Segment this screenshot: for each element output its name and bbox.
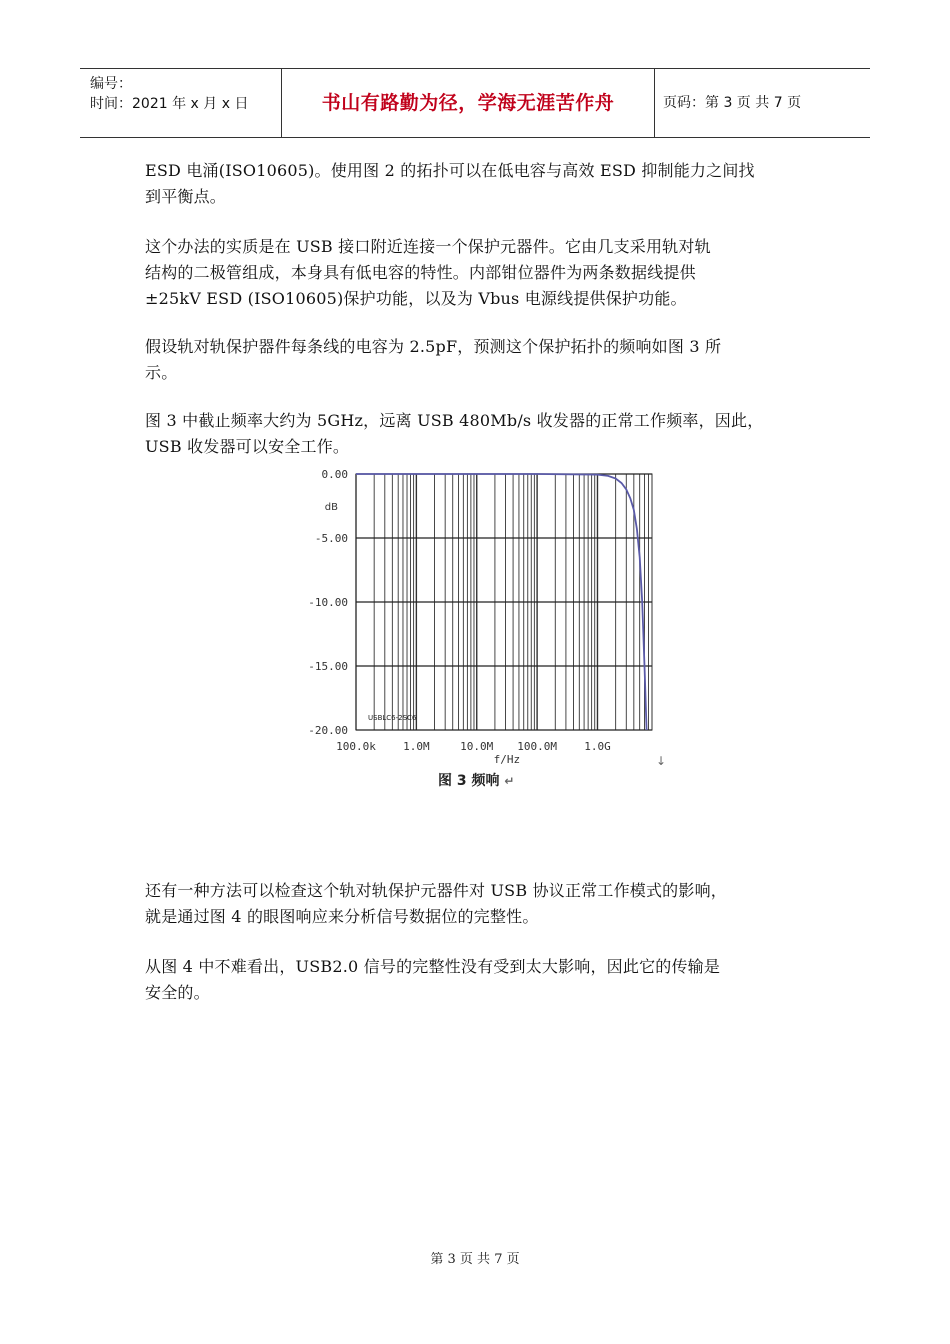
header-page-code: 页码：第 3 页 共 7 页 [663, 95, 802, 111]
paragraph-6 [145, 954, 815, 1006]
paragraph-line: 安全的。 [145, 983, 210, 1002]
paragraph-line: ±25kV ESD (ISO10605)保护功能，以及为 Vbus 电源线提供保护功能。 [145, 289, 687, 308]
figure-caption [438, 770, 514, 790]
header-number-label: 编号： [90, 76, 132, 92]
y-tick-label: 0.00 [321, 468, 348, 481]
figure-3-frequency-response [290, 468, 670, 798]
y-tick-label: -15.00 [308, 660, 348, 673]
y-axis-label: dB [324, 502, 338, 513]
paragraph-line: 图 3 中截止频率大约为 5GHz，远离 USB 480Mb/s 收发器的正常工作频率，因此， [145, 411, 764, 430]
arrow-mark: ↓ [656, 754, 667, 768]
paragraph-line: 结构的二极管组成，本身具有低电容的特性。内部钳位器件为两条数据线提供 [145, 263, 696, 282]
header-date: 时间：2021 年 x 月 x 日 [90, 96, 249, 112]
figure-caption-text: 图 3 频响 [438, 773, 500, 789]
paragraph-line: 假设轨对轨保护器件每条线的电容为 2.5pF，预测这个保护拓扑的频响如图 3 所 [145, 337, 722, 356]
header-info-cell [80, 69, 282, 137]
x-tick-label: 100.0k [336, 740, 376, 753]
paragraph-3 [145, 334, 815, 386]
paragraph-4 [145, 408, 815, 460]
y-tick-label: -20.00 [308, 724, 348, 737]
y-tick-label: -10.00 [308, 596, 348, 609]
x-axis-label: f/Hz [493, 753, 521, 766]
frequency-response-chart [290, 468, 670, 768]
header-motto: 书山有路勤为径，学海无涯苦作舟 [282, 69, 655, 137]
paragraph-line: 示。 [145, 363, 178, 382]
paragraph-line: 从图 4 中不难看出，USB2.0 信号的完整性没有受到太大影响，因此它的传输是 [145, 957, 721, 976]
paragraph-1 [145, 158, 815, 210]
x-tick-label: 1.0G [584, 740, 611, 753]
paragraph-line: USB 收发器可以安全工作。 [145, 437, 350, 456]
paragraph-line: ESD 电涌(ISO10605)。使用图 2 的拓扑可以在低电容与高效 ESD 抑制能力之间找 [145, 161, 755, 180]
x-tick-label: 100.0M [517, 740, 557, 753]
paragraph-5 [145, 878, 815, 930]
x-tick-label: 1.0M [403, 740, 430, 753]
chart-annotation: USBLC6-2SC6 [368, 714, 417, 722]
x-tick-label: 10.0M [460, 740, 494, 753]
paragraph-line: 还有一种方法可以检查这个轨对轨保护元器件对 USB 协议正常工作模式的影响， [145, 881, 727, 900]
y-tick-label: -5.00 [314, 532, 348, 545]
page-footer: 第 3 页 共 7 页 [430, 1252, 520, 1267]
paragraph-line: 到平衡点。 [145, 187, 227, 206]
paragraph-2 [145, 234, 815, 312]
return-mark: ↵ [504, 774, 515, 788]
paragraph-line: 就是通过图 4 的眼图响应来分析信号数据位的完整性。 [145, 907, 539, 926]
page-header [80, 68, 870, 138]
paragraph-line: 这个办法的实质是在 USB 接口附近连接一个保护元器件。它由几支采用轨对轨 [145, 237, 711, 256]
